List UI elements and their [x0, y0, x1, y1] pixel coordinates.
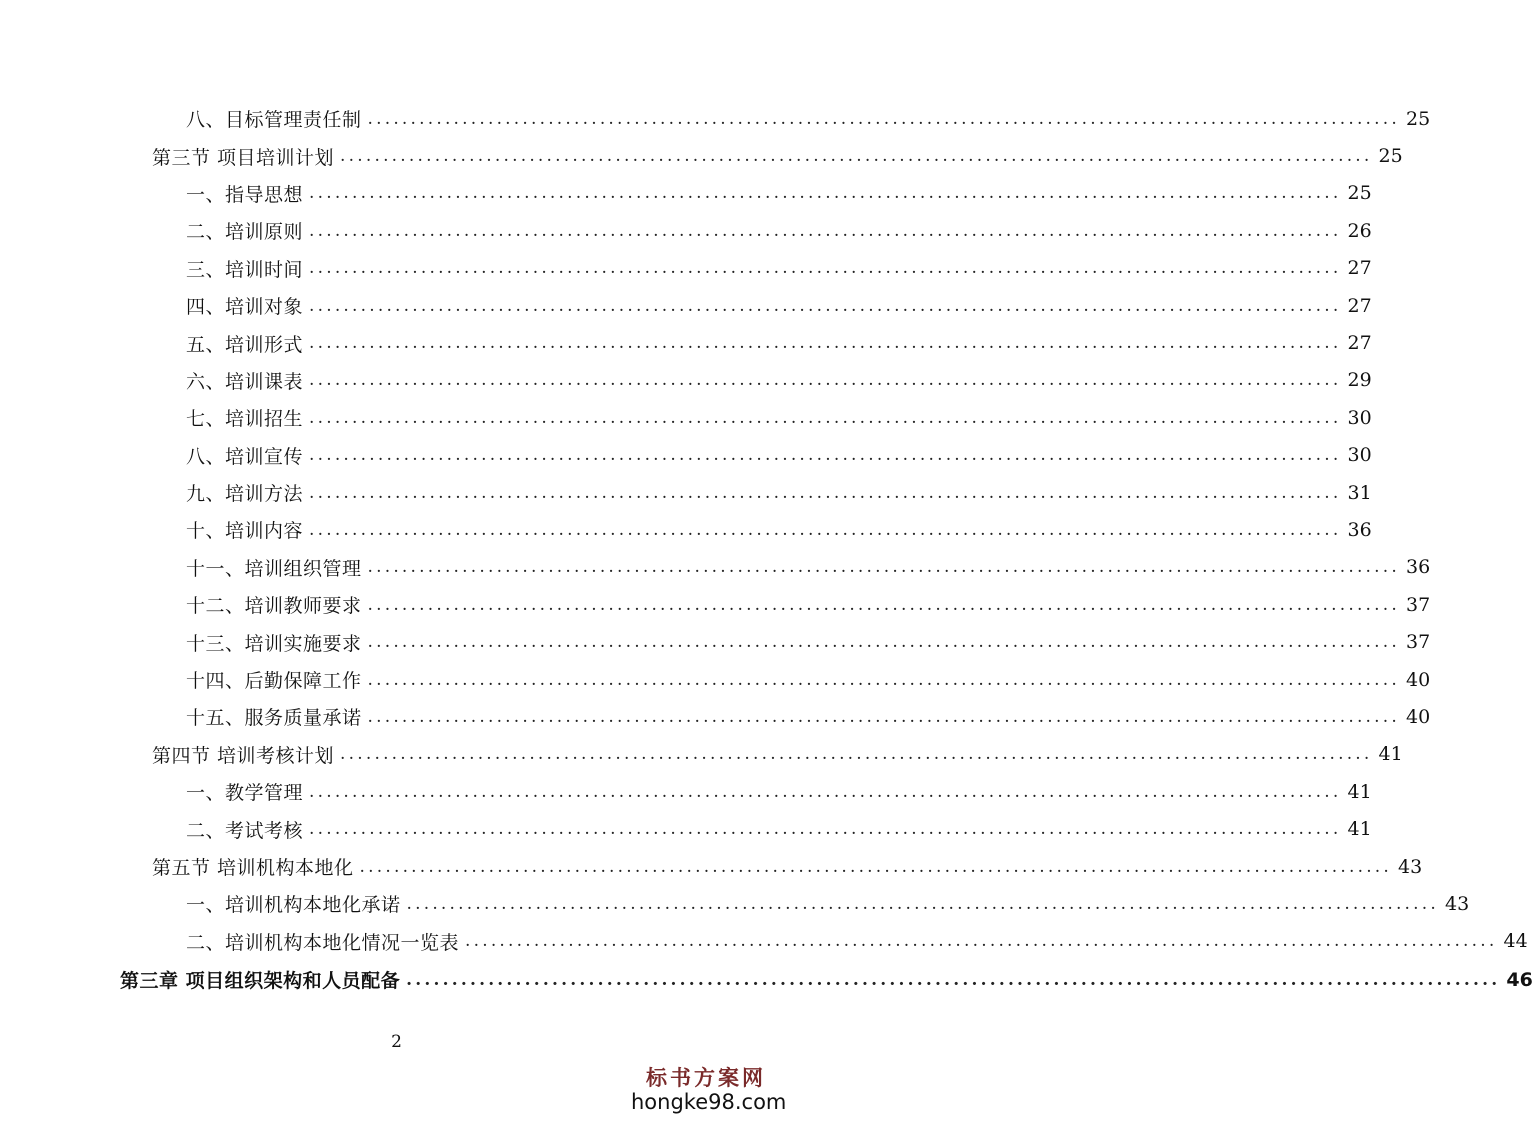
watermark-logo [631, 1062, 787, 1114]
toc-dot-leader: ........................................................................................................................ [309, 183, 1342, 204]
toc-entry-item [0, 399, 1372, 436]
toc-dot-leader: ........................................................................................................................ [367, 108, 1400, 129]
toc-dot-leader: ........................................................................................................................ [465, 931, 1498, 952]
toc-entry-item [0, 175, 1372, 212]
watermark-url-text: hongke98.com [631, 1090, 787, 1114]
toc-entry-title: 二、培训机构本地化情况一览表 [186, 928, 461, 955]
toc-dot-leader: ........................................................................................................................ [309, 370, 1342, 391]
toc-entry-chapter [0, 960, 1533, 1000]
toc-entry-title: 第五节 培训机构本地化 [152, 853, 356, 880]
toc-entry-title: 二、考试考核 [186, 816, 305, 843]
toc-entry-page-number: 40 [1405, 705, 1431, 728]
toc-entry-title: 十、培训内容 [186, 516, 305, 543]
toc-entry-section [0, 736, 1403, 773]
toc-entry-item [0, 437, 1372, 474]
toc-entry-page-number: 43 [1444, 892, 1470, 915]
toc-entry-page-number: 26 [1347, 219, 1372, 242]
toc-entry-page-number: 27 [1347, 257, 1372, 280]
toc-entry-item [0, 549, 1431, 586]
toc-dot-leader: ........................................................................................................................ [309, 781, 1342, 802]
toc-entry-page-number: 25 [1405, 107, 1431, 130]
toc-entry-title: 十四、后勤保障工作 [186, 666, 364, 693]
page-number: 2 [391, 1032, 402, 1052]
toc-entry-page-number: 30 [1347, 444, 1372, 467]
toc-entry-page-number: 46 [1506, 968, 1533, 991]
toc-entry-section [0, 137, 1403, 174]
toc-entry-title: 八、目标管理责任制 [186, 105, 364, 132]
toc-entry-item [0, 511, 1372, 548]
toc-dot-leader: ........................................................................................................................ [309, 482, 1342, 503]
toc-dot-leader: ........................................................................................................................ [367, 669, 1400, 690]
toc-entry-item [0, 212, 1372, 249]
toc-entry-title: 十一、培训组织管理 [186, 554, 364, 581]
toc-entry-page-number: 44 [1503, 930, 1528, 953]
toc-entry-page-number: 41 [1347, 780, 1372, 803]
toc-entry-page-number: 29 [1347, 369, 1372, 392]
toc-entry-title: 一、教学管理 [186, 778, 305, 805]
toc-entry-item [0, 773, 1372, 810]
toc-entry-page-number: 40 [1405, 668, 1431, 691]
toc-entry-title: 八、培训宣传 [186, 442, 305, 469]
toc-entry-title: 四、培训对象 [186, 292, 305, 319]
toc-entry-item [0, 698, 1431, 735]
toc-entry-page-number: 36 [1405, 556, 1431, 579]
toc-entry-title: 第三章 项目组织架构和人员配备 [120, 966, 402, 993]
toc-entry-title: 十三、培训实施要求 [186, 629, 364, 656]
toc-entry-page-number: 36 [1347, 518, 1372, 541]
toc-dot-leader: ........................................................................................................................ [406, 969, 1501, 990]
toc-entry-page-number: 37 [1405, 593, 1431, 616]
toc-entry-page-number: 43 [1398, 855, 1423, 878]
toc-entry-item [0, 287, 1372, 324]
watermark-chinese-text: 标书方案网 [646, 1065, 766, 1090]
toc-entry-page-number: 41 [1378, 743, 1403, 766]
toc-dot-leader: ........................................................................................................................ [359, 856, 1393, 877]
toc-entry-title: 十二、培训教师要求 [186, 591, 364, 618]
toc-dot-leader: ........................................................................................................................ [309, 258, 1342, 279]
toc-entry-item [0, 810, 1372, 847]
toc-entry-item [0, 250, 1372, 287]
toc-entry-section [0, 848, 1423, 885]
toc-entry-item [0, 474, 1372, 511]
toc-dot-leader: ........................................................................................................................ [309, 819, 1342, 840]
toc-entry-item [0, 885, 1470, 922]
toc-dot-leader: ........................................................................................................................ [309, 445, 1342, 466]
toc-entry-page-number: 31 [1347, 481, 1372, 504]
toc-entry-title: 三、培训时间 [186, 255, 305, 282]
toc-entry-title: 九、培训方法 [186, 479, 305, 506]
toc-entry-page-number: 37 [1405, 631, 1431, 654]
toc-entry-item [0, 100, 1431, 137]
table-of-contents [0, 100, 1533, 1000]
toc-entry-item [0, 661, 1431, 698]
toc-dot-leader: ........................................................................................................................ [367, 706, 1400, 727]
toc-entry-item [0, 362, 1372, 399]
toc-entry-title: 二、培训原则 [186, 217, 305, 244]
toc-entry-page-number: 27 [1347, 294, 1372, 317]
toc-entry-page-number: 30 [1347, 406, 1372, 429]
toc-dot-leader: ........................................................................................................................ [309, 220, 1342, 241]
toc-dot-leader: ........................................................................................................................ [309, 333, 1342, 354]
toc-entry-page-number: 41 [1347, 818, 1372, 841]
toc-dot-leader: ........................................................................................................................ [367, 557, 1400, 578]
toc-entry-title: 六、培训课表 [186, 367, 305, 394]
toc-entry-item [0, 923, 1528, 960]
toc-entry-title: 第四节 培训考核计划 [152, 741, 336, 768]
toc-dot-leader: ........................................................................................................................ [406, 893, 1439, 914]
toc-dot-leader: ........................................................................................................................ [367, 632, 1400, 653]
toc-entry-title: 一、指导思想 [186, 180, 305, 207]
toc-dot-leader: ........................................................................................................................ [309, 407, 1342, 428]
toc-dot-leader: ........................................................................................................................ [309, 295, 1342, 316]
toc-dot-leader: ........................................................................................................................ [309, 519, 1342, 540]
toc-entry-title: 十五、服务质量承诺 [186, 703, 364, 730]
toc-entry-page-number: 25 [1378, 145, 1403, 168]
toc-entry-title: 五、培训形式 [186, 330, 305, 357]
toc-entry-item [0, 623, 1431, 660]
toc-entry-title: 一、培训机构本地化承诺 [186, 890, 403, 917]
toc-dot-leader: ........................................................................................................................ [340, 146, 1373, 167]
toc-entry-title: 第三节 项目培训计划 [152, 143, 336, 170]
toc-dot-leader: ........................................................................................................................ [367, 594, 1400, 615]
toc-entry-page-number: 27 [1347, 332, 1372, 355]
toc-dot-leader: ........................................................................................................................ [340, 744, 1373, 765]
toc-entry-item [0, 324, 1372, 361]
toc-entry-page-number: 25 [1347, 182, 1372, 205]
toc-entry-item [0, 586, 1431, 623]
toc-entry-title: 七、培训招生 [186, 404, 305, 431]
